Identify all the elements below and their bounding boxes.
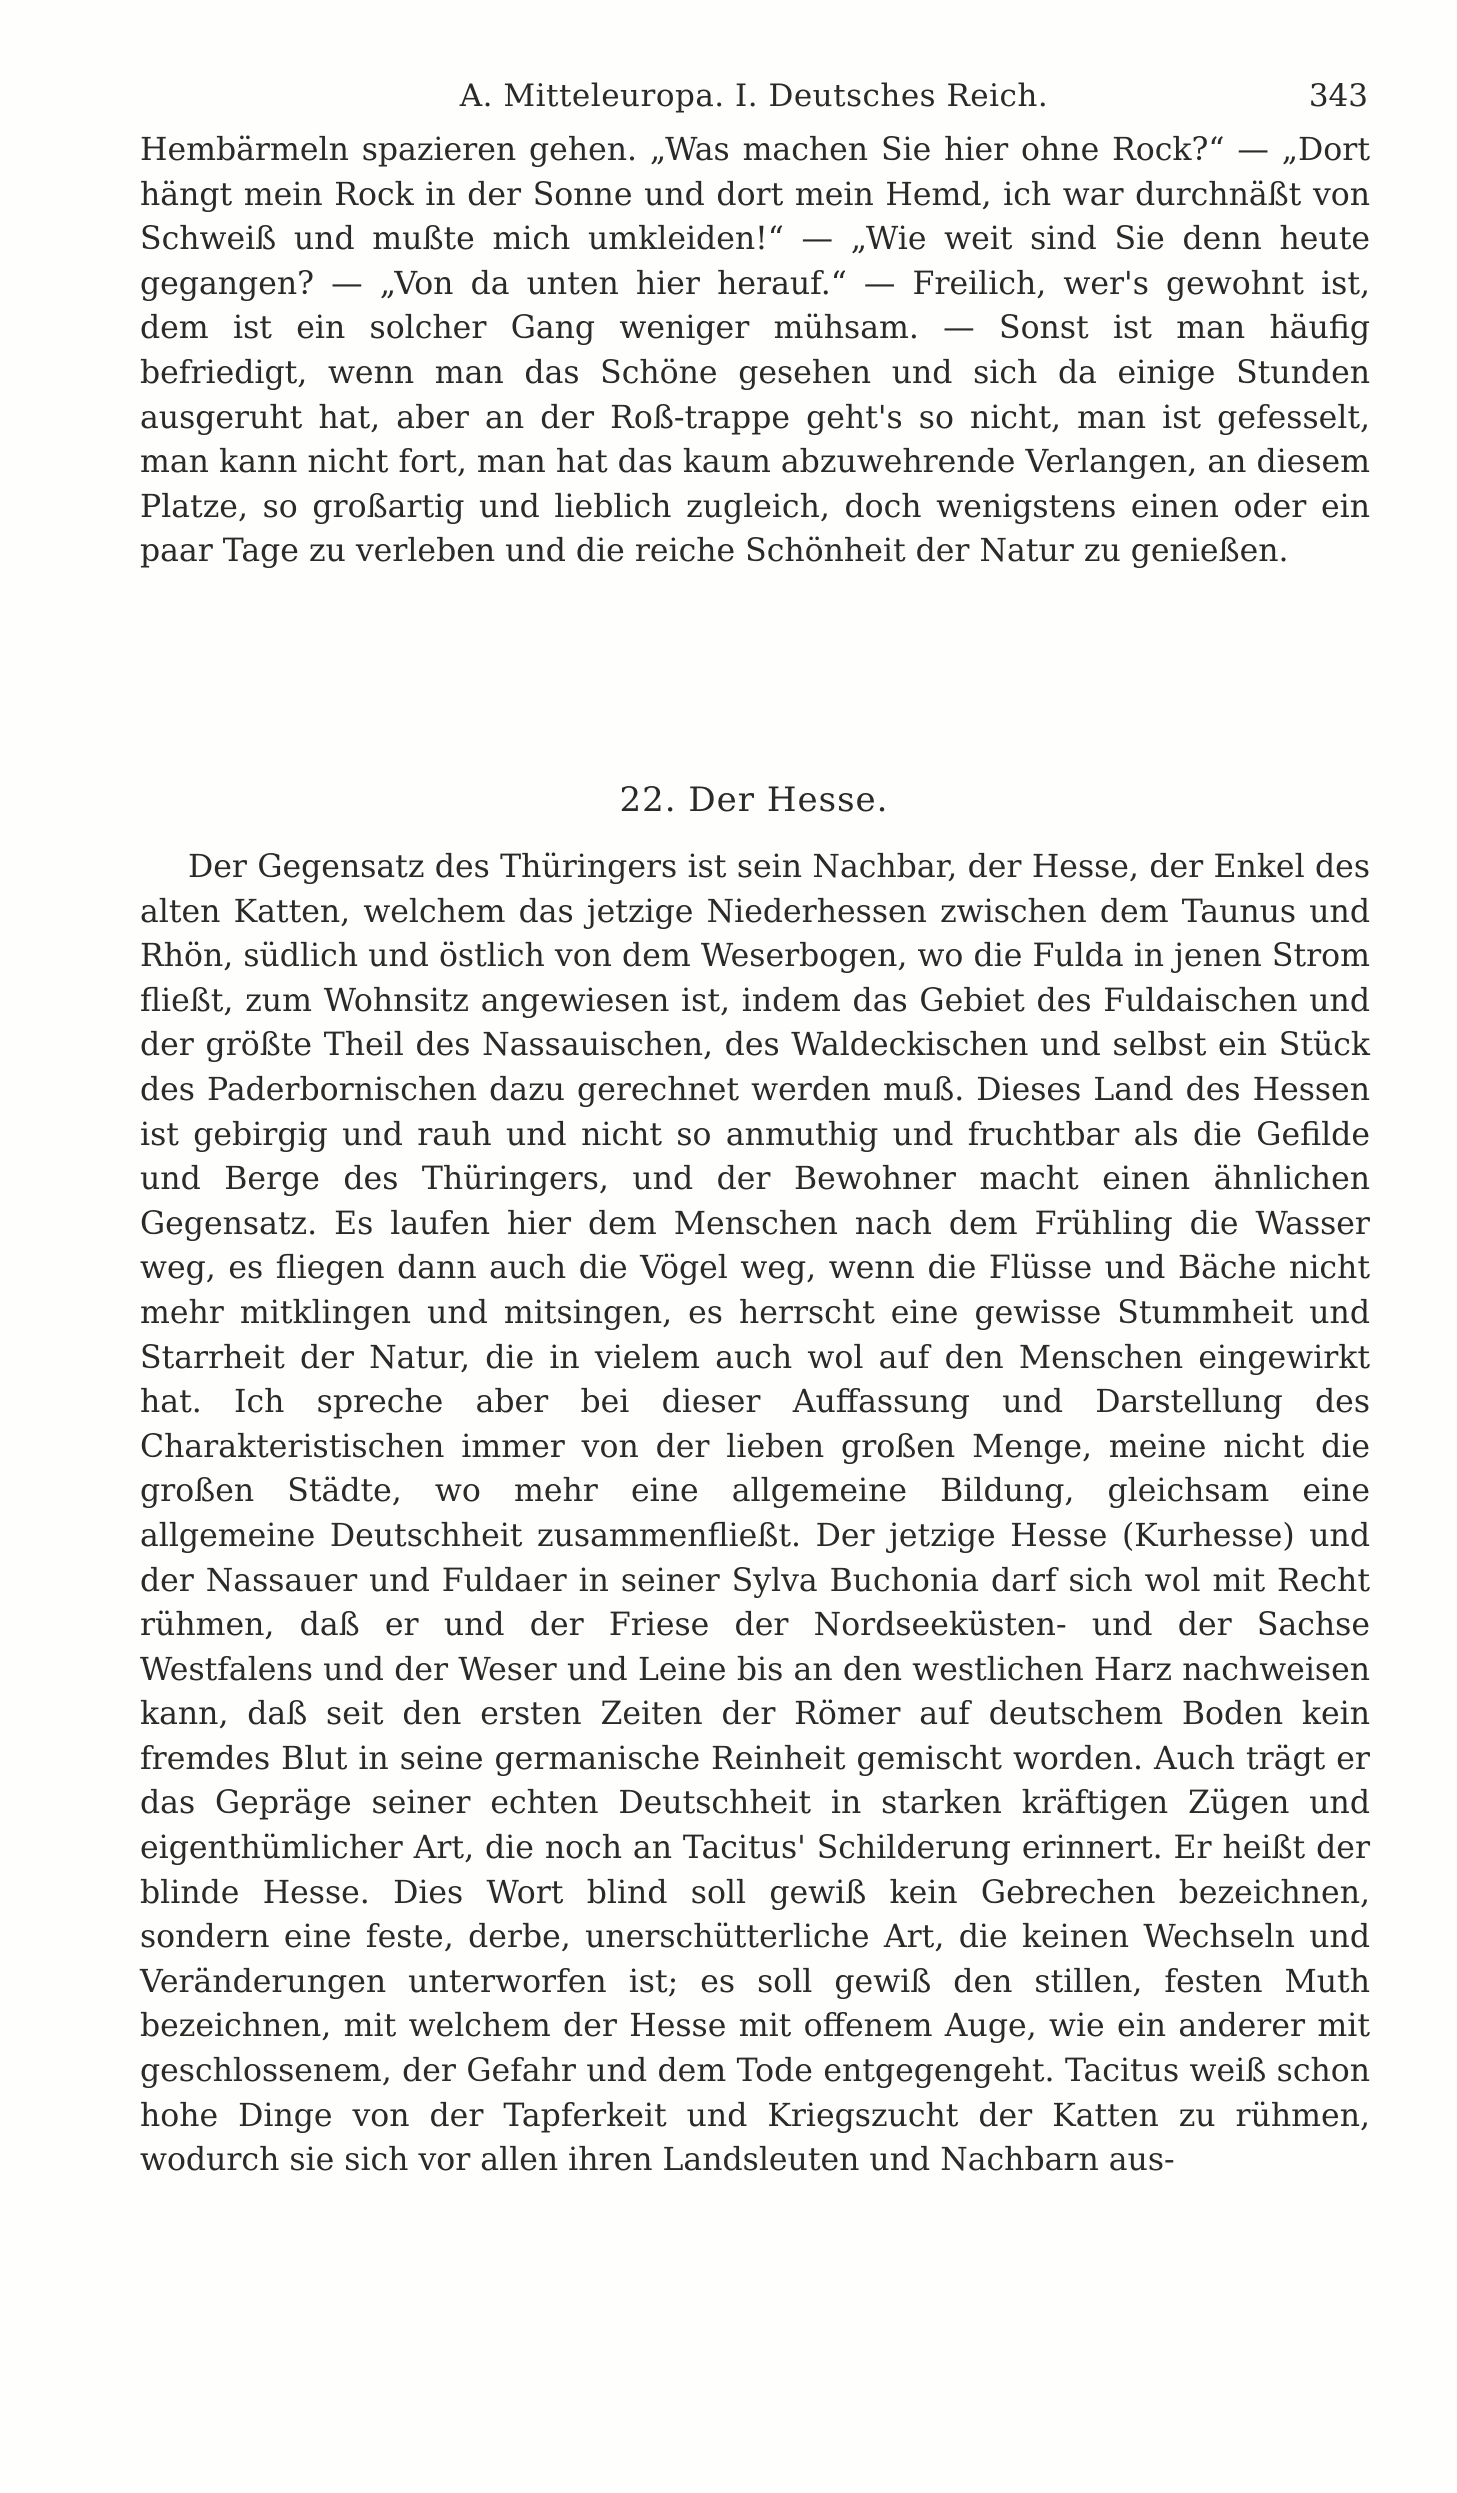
running-title: A. Mitteleuropa. I. Deutsches Reich. (459, 78, 1049, 114)
section-heading: 22. Der Hesse. (619, 780, 889, 820)
page-number: 343 (1308, 78, 1368, 114)
paragraph-2-text: Der Gegensatz des Thüringers ist sein Nachbar, der Hesse, der Enkel des alten Katten, welchem das jetzige Niederhessen zwischen dem Taunus und Rhön, südlich und östlich von dem Weserbogen, wo die Fulda in jenen Strom fließt, zum Wohnsitz angewiesen ist, indem das Gebiet des Fuldaischen und der größte Theil des Nassauischen, des Waldeckischen und selbst ein Stück des Paderbornischen dazu gerechnet werden muß. Dieses Land des Hessen ist gebirgig und rauh und nicht so anmuthig und fruchtbar als die Gefilde und Berge des Thüringers, und der Bewohner macht einen ähnlichen Gegensatz. Es laufen hier dem Menschen nach dem Frühling die Wasser weg, es fliegen dann auch die Vögel weg, wenn die Flüsse und Bäche nicht mehr mitklingen und mitsingen, es herrscht eine gewisse Stummheit und Starrheit der Natur, die in vielem auch wol auf den Menschen eingewirkt hat. Ich spreche aber bei dieser Auffassung und Darstellung des Charakteristischen immer von der lieben großen Menge, meine nicht die großen Städte, wo mehr eine allgemeine Bildung, gleichsam eine allgemeine Deutschheit zusammenfließt. Der jetzige Hesse (Kurhesse) und der Nassauer und Fuldaer in seiner Sylva Buchonia darf sich wol mit Recht rühmen, daß er und der Friese der Nordseeküsten- und der Sachse Westfalens und der Weser und Leine bis an den westlichen Harz nachweisen kann, daß seit den ersten Zeiten der Römer auf deutschem Boden kein fremdes Blut in seine germanische Reinheit gemischt worden. Auch trägt er das Gepräge seiner echten Deutschheit in starken kräftigen Zügen und eigenthümlicher Art, die noch an Tacitus' Schilderung erinnert. Er heißt der blinde Hesse. Dies Wort blind soll gewiß kein Gebrechen bezeichnen, sondern eine feste, derbe, unerschütterliche Art, die keinen Wechseln und Veränderungen unterworfen ist; es soll gewiß den stillen, festen Muth bezeichnen, mit welchem der Hesse mit offenem Auge, wie ein anderer mit geschlossenem, der Gefahr und dem Tode entgegengeht. Tacitus weiß schon hohe Dinge von der Tapferkeit und Kriegszucht der Katten zu rühmen, wodurch sie sich vor allen ihren Landsleuten und Nachbarn aus- (140, 849, 1370, 2179)
paragraph-1-text: Hembärmeln spazieren gehen. „Was machen Sie hier ohne Rock?“ — „Dort hängt mein Rock in der Sonne und dort mein Hemd, ich war durchnäßt von Schweiß und mußte mich umkleiden!“ — „Wie weit sind Sie denn heute gegangen? — „Von da unten hier herauf.“ — Freilich, wer's gewohnt ist, dem ist ein solcher Gang weniger mühsam. — Sonst ist man häufig befriedigt, wenn man das Schöne gesehen und sich da einige Stunden ausgeruht hat, aber an der Roß-trappe geht's so nicht, man ist gefesselt, man kann nicht fort, man hat das kaum abzuwehrende Verlangen, an diesem Platze, so großartig und lieblich zugleich, doch wenigstens einen oder ein paar Tage zu verleben und die reiche Schönheit der Natur zu genießen. (140, 132, 1370, 570)
paragraph-continued (140, 128, 1370, 574)
paragraph-body (140, 845, 1370, 2183)
running-head (140, 78, 1368, 128)
